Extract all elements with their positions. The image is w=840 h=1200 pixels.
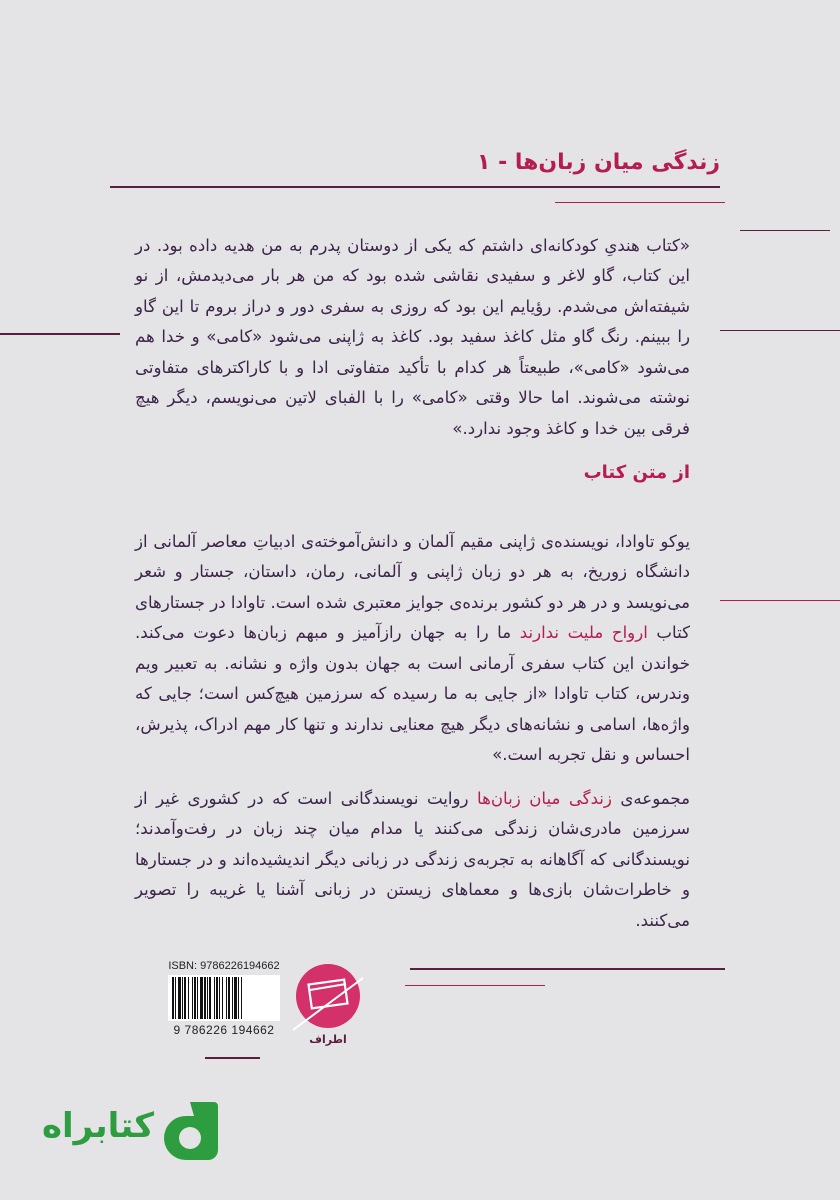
collection-paragraph xyxy=(135,784,690,937)
bio-text-part1: یوکو تاوادا، نویسنده‌ی ژاپنی مقیم آلمان و دانش‌آموخته‌ی ادبیاتِ معاصر آلمانی از دانشگاه زوریخ، به هر دو زبان ژاپنی و آلمانی، رمان، داستان، جستار و شعر می‌نویسد و در هر دو کشور برنده‌ی جوایز معتبری شده است. تاوادا در جستارهای کتاب xyxy=(135,531,691,643)
store-name: کتابراه xyxy=(41,1106,154,1146)
right-margin-rule-1 xyxy=(740,230,830,231)
left-margin-rule xyxy=(0,333,120,335)
title-rule-accent xyxy=(555,202,725,203)
book-title: ارواح ملیت ندارند xyxy=(519,623,648,643)
isbn-barcode xyxy=(168,960,280,1046)
publisher-name: اطراف xyxy=(309,1033,347,1046)
bottom-rule-accent xyxy=(405,985,545,986)
series-title: زندگی میان زبان‌ها - ۱ xyxy=(476,150,720,175)
footer-rule xyxy=(205,1057,260,1059)
right-margin-rule-2 xyxy=(720,330,840,331)
bottom-rule xyxy=(410,968,725,970)
collection-prefix: مجموعه‌ی xyxy=(620,788,690,808)
right-margin-rule-3 xyxy=(720,600,840,601)
quote-paragraph: «کتاب هندیِ کودکانه‌ای داشتم که یکی از دوستان پدرم به من هدیه داده بود. در این کتاب، گاو لاغر و سفیدی نقاشی شده بود که من هر بار می‌دیدمش، از نو شیفته‌اش می‌شدم. رؤیایم این بود که روزی به سفری دور و دراز بروم تا این گاو را ببینم. رنگ گاو مثل کاغذ سفید بود. کاغذ به ژاپنی می‌شود «کامی» و خدا هم می‌شود «کامی»، طبیعتاً هر کدام با تأکید متفاوتی ادا و با کاراکترهای متفاوتی نوشته می‌شوند. اما حالا وقتی «کامی» را با الفبای لاتین می‌نویسم، دیگر هیچ فرقی بین خدا و کاغذ وجود ندارد.» xyxy=(135,235,690,438)
author-bio-paragraph xyxy=(135,527,690,771)
barcode-bars xyxy=(168,975,280,1021)
bio-text-part2: ما را به جهان رازآمیز و مبهم زبان‌ها دعوت می‌کند. خواندن این کتاب سفری آرمانی است به جهان بدون واژه و نشانه. به تعبیر ویم وندرس، کتاب تاوادا «از جایی به ما رسیده که سرزمین هیچ‌کس است؛ جایی که واژه‌ها، اسامی و نشانه‌های دیگر هیچ معنایی ندارند و تنها کار مهم ادراک، پذیرش، احساس و نقل تجربه است.» xyxy=(135,623,690,765)
series-name: زندگی میان زبان‌ها xyxy=(477,788,612,808)
isbn-digits: 9 786226 194662 xyxy=(173,1023,275,1037)
title-rule xyxy=(110,186,720,188)
collection-body: روایت نویسندگانی است که در کشوری غیر از سرزمین مادری‌شان زندگی می‌کنند یا مدام میان چند زبان در رفت‌وآمدند؛ نویسندگانی که آگاهانه به تجربه‌ی زندگی در زبانی دیگر اندیشیده‌اند و در جستارها و خاطرات‌شان بازی‌ها و معماهای زیستن در زبانی آشنا یا غریبه را تصویر می‌کنند. xyxy=(135,788,690,930)
from-text-label: از متن کتاب xyxy=(583,462,690,483)
isbn-label: ISBN: 9786226194662 xyxy=(168,960,280,972)
